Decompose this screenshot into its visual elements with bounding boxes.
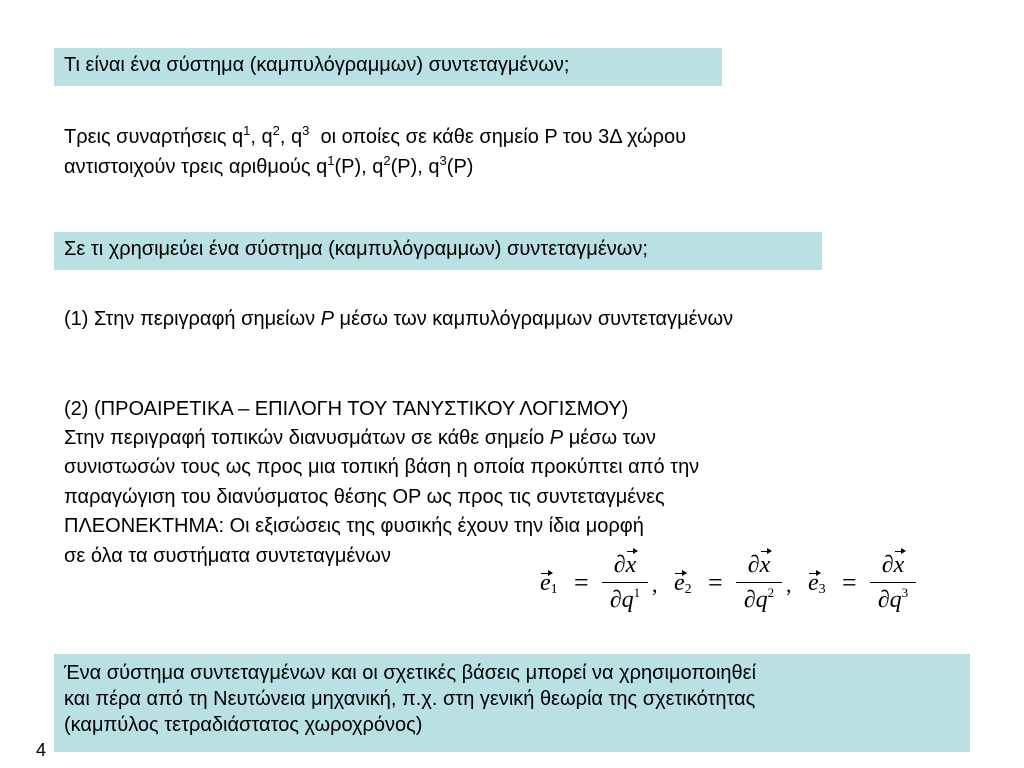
vector-arrow-icon: e [674,570,685,596]
partial-derivative: ∂x $\partial q^2$ [734,548,784,617]
item-2-line-3: συνιστωσών τους ως προς μια τοπική βάση η οποία προκύπτει από την [64,456,700,478]
vector-arrow-icon: e [808,570,819,596]
basis-formula-2: $e_2$ = ∂x $\partial q^2$ , [674,548,802,624]
item-2-line-2: Στην περιγραφή τοπικών διανυσμάτων σε κάθε σημείο P μέσω των [64,427,656,449]
definition-line-1: Τρεις συναρτήσεις $q^1$, $q^2$, $q^3$ οι οποίες σε κάθε σημείο P του 3Δ χώρου [64,123,687,148]
note-line-1: Ένα σύστημα συντεταγμένων και οι σχετικές βάσεις μπορεί να χρησιμοποιηθεί [64,662,757,684]
page-number: 4 [36,740,47,760]
partial-derivative: ∂x $\partial q^1$ [600,548,650,617]
question-box-2 [54,232,822,270]
item-2-line-6: σε όλα τα συστήματα συντεταγμένων [64,545,391,567]
item-2-line-5: ΠΛΕΟΝΕΚΤΗΜΑ: Οι εξισώσεις της φυσικής έχουν την ίδια μορφή [64,515,644,537]
note-line-3: (καμπύλος τετραδιάστατος χωροχρόνος) [64,714,423,736]
note-line-2: και πέρα από τη Νευτώνεια μηχανική, π.χ. στη γενική θεωρία της σχετικότητας [64,688,756,710]
vector-arrow-icon: x [760,548,771,582]
vector-arrow-icon: x [626,548,637,582]
note-box [54,654,970,752]
item-2-line-1: (2) (ΠΡΟΑΙΡΕΤΙΚΑ – ΕΠΙΛΟΓΗ ΤΟΥ ΤΑΝΥΣΤΙΚΟΥ ΛΟΓΙΣΜΟΥ) [64,398,629,420]
partial-derivative: ∂x $\partial q^3$ [868,548,918,617]
question-2-text: Σε τι χρησιμεύει ένα σύστημα (καμπυλόγραμμων) συντεταγμένων; [64,238,648,260]
question-1-text: Τι είναι ένα σύστημα (καμπυλόγραμμων) συντεταγμένων; [64,54,570,76]
basis-formula-1: $e_1$ = ∂x $\partial q^1$ , [540,548,668,624]
item-1: (1) Στην περιγραφή σημείων P μέσω των καμπυλόγραμμων συντεταγμένων [64,308,734,330]
item-2-line-4: παραγώγιση του διανύσματος θέσης OP ως προς τις συντεταγμένες [64,486,665,508]
definition-line-2: αντιστοιχούν τρεις αριθμούς $q^1(P)$, $q^2(P)$, $q^3(P)$ [64,153,474,178]
vector-arrow-icon: e [540,570,551,596]
question-box-1 [54,48,722,86]
basis-formula-3: $e_3$ = ∂x $\partial q^3$ [808,548,936,624]
vector-arrow-icon: x [894,548,905,582]
basis-vector-formulas [540,548,920,624]
